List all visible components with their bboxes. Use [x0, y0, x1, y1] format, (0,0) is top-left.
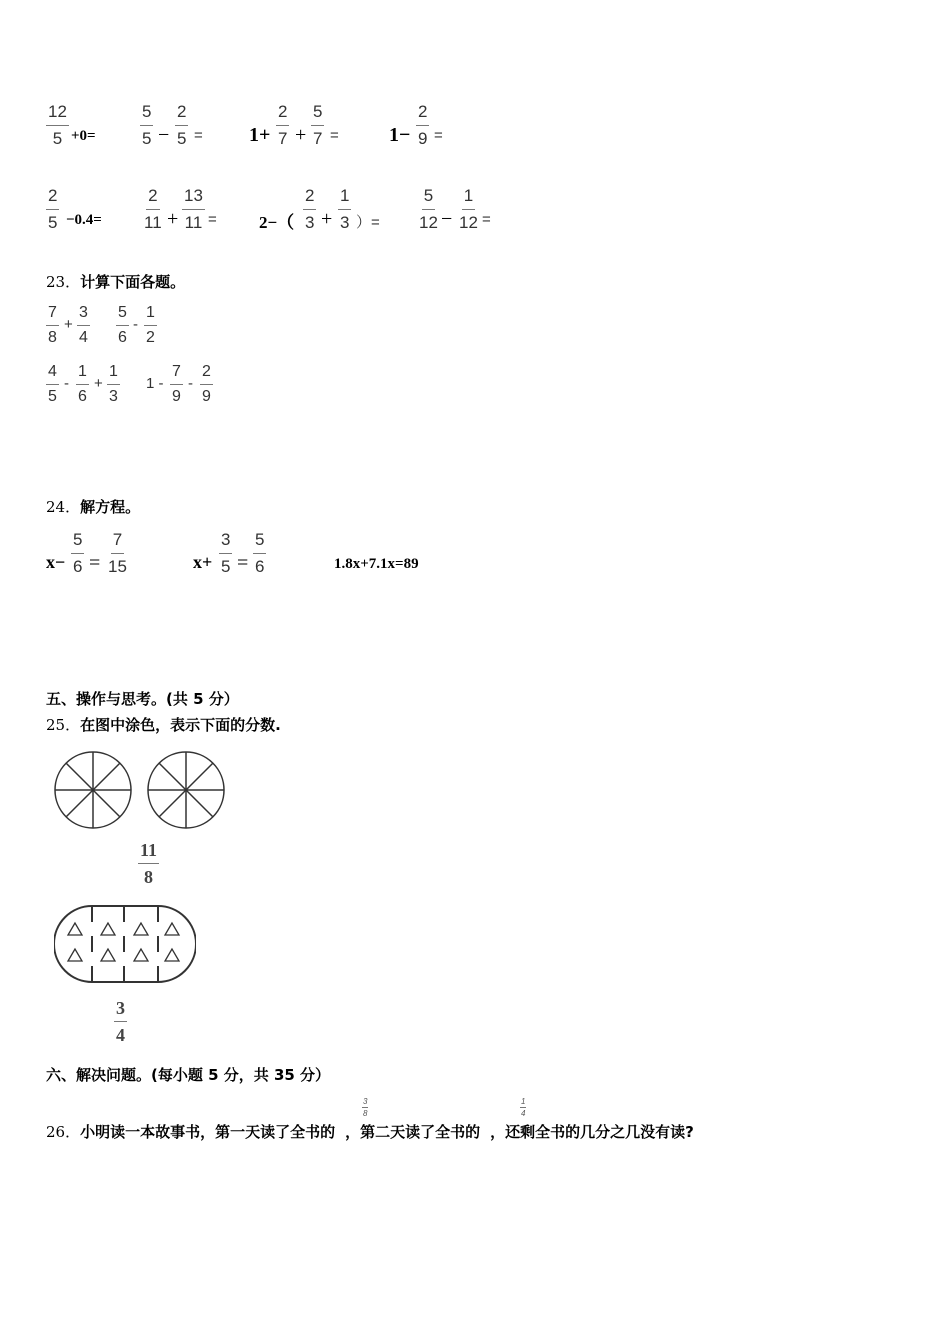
- fraction: [276, 102, 289, 149]
- denominator: 6: [73, 557, 83, 576]
- fraction: [76, 363, 89, 406]
- question-number: 25．: [46, 716, 81, 734]
- numerator: 2: [276, 102, 289, 126]
- denominator: 8: [48, 329, 57, 346]
- fraction-3-8: [362, 1097, 368, 1118]
- fraction: [116, 304, 129, 347]
- denominator: 7: [313, 129, 323, 148]
- numerator: 7: [46, 304, 59, 326]
- circles-figure: [48, 748, 240, 832]
- numerator: 5: [140, 102, 153, 126]
- operator: -: [64, 375, 69, 392]
- denominator: 9: [418, 129, 428, 148]
- fraction: [200, 363, 213, 406]
- equals: =: [330, 127, 339, 144]
- question-text: 计算下面各题。: [80, 273, 186, 291]
- denominator: 4: [116, 1025, 125, 1045]
- numerator: 7: [170, 363, 183, 385]
- operator: +: [321, 208, 333, 230]
- fraction: [311, 102, 324, 149]
- denominator: 7: [278, 129, 288, 148]
- question-26: [46, 1121, 694, 1142]
- fraction: [71, 530, 84, 577]
- numerator: 2: [175, 102, 188, 126]
- operator: −: [441, 208, 453, 230]
- question-23: [46, 271, 185, 292]
- numerator: 1: [462, 186, 475, 210]
- numerator: 3: [363, 1097, 368, 1106]
- denominator: 5: [177, 129, 187, 148]
- fraction-12-5: [46, 102, 69, 149]
- fraction: [46, 363, 59, 406]
- section-6-title: 六、解决问题。(每小题 5 分，共 35 分）: [46, 1066, 331, 1084]
- operator: +: [167, 208, 179, 230]
- denominator: 9: [202, 388, 211, 405]
- section-5-title: 五、操作与思考。(共 5 分）: [46, 690, 239, 708]
- question-text: 小明读一本故事书，第一天读了全书的: [80, 1123, 336, 1141]
- question-text: ，还剩全书的几分之几没有读?: [490, 1123, 694, 1141]
- denominator: 3: [340, 213, 350, 232]
- numerator: 1: [338, 186, 351, 210]
- operator: -: [188, 375, 193, 392]
- operator: +: [94, 375, 103, 392]
- denominator: 4: [79, 329, 88, 346]
- stadium-figure: [54, 902, 196, 986]
- equals: =: [208, 211, 217, 228]
- denominator: 5: [221, 557, 231, 576]
- fraction: [77, 304, 90, 347]
- numerator: 3: [114, 998, 127, 1022]
- denominator: 6: [255, 557, 265, 576]
- numerator: 13: [182, 186, 205, 210]
- numerator: 5: [116, 304, 129, 326]
- numerator: 2: [200, 363, 213, 385]
- denominator: 5: [52, 129, 63, 148]
- numerator: 5: [253, 530, 266, 554]
- fraction: [46, 304, 59, 347]
- equation-3: 1.8x+7.1x=89: [334, 556, 419, 572]
- denominator: 6: [118, 329, 127, 346]
- denominator: 9: [172, 388, 181, 405]
- equals: =: [434, 127, 443, 144]
- expr-tail: −0.4=: [66, 212, 102, 228]
- expr-lead: 2−（: [259, 213, 295, 232]
- numerator: 1: [107, 363, 120, 385]
- numerator: 1: [144, 304, 157, 326]
- question-text: 解方程。: [80, 498, 141, 516]
- operator: −: [158, 124, 170, 146]
- denominator: 5: [48, 213, 58, 232]
- operator: -: [133, 316, 138, 333]
- denominator: 11: [144, 213, 162, 232]
- fraction-1-4: [520, 1097, 526, 1118]
- fraction: [253, 530, 266, 577]
- numerator: 12: [46, 102, 69, 126]
- equals: =: [194, 127, 203, 144]
- denominator: 2: [146, 329, 155, 346]
- circle-2[interactable]: [148, 752, 224, 828]
- denominator: 3: [109, 388, 118, 405]
- numerator: 3: [219, 530, 232, 554]
- numerator: 3: [77, 304, 90, 326]
- fraction: [338, 186, 351, 233]
- question-text: 在图中涂色，表示下面的分数.: [80, 716, 281, 734]
- fraction: [182, 186, 205, 233]
- fraction: [140, 102, 153, 149]
- denominator: 8: [144, 867, 153, 887]
- fraction: [144, 304, 157, 347]
- fraction: [142, 186, 164, 233]
- denominator: 11: [184, 213, 203, 232]
- question-25: [46, 714, 281, 735]
- expr-lead: 1−: [389, 124, 411, 146]
- expr-lead: 1+: [249, 124, 271, 146]
- numerator: 2: [146, 186, 159, 210]
- numerator: 2: [46, 186, 59, 210]
- numerator: 4: [46, 363, 59, 385]
- eq-lead: x−: [46, 552, 66, 572]
- stadium-outline: [54, 906, 196, 982]
- fraction: [107, 363, 120, 406]
- fraction: [175, 102, 188, 149]
- denominator: 5: [142, 129, 152, 148]
- numerator: 1: [521, 1097, 526, 1106]
- numerator: 7: [111, 530, 124, 554]
- question-number: 23．: [46, 273, 81, 291]
- numerator: 5: [311, 102, 324, 126]
- expr-tail: ）=: [356, 214, 380, 231]
- numerator: 1: [76, 363, 89, 385]
- fraction: [46, 186, 59, 233]
- denominator: 4: [521, 1109, 526, 1118]
- numerator: 2: [416, 102, 429, 126]
- equals: =: [89, 552, 101, 574]
- operator: +: [295, 124, 307, 146]
- fraction: [170, 363, 183, 406]
- question-24: [46, 496, 140, 517]
- denominator: 3: [305, 213, 315, 232]
- numerator: 11: [138, 840, 159, 864]
- denominator: 8: [363, 1109, 368, 1118]
- expr-lead: 1 -: [146, 375, 164, 392]
- fraction: [219, 530, 232, 577]
- denominator: 15: [108, 557, 127, 576]
- numerator: 5: [422, 186, 435, 210]
- circle-1[interactable]: [55, 752, 131, 828]
- equals: =: [482, 211, 491, 228]
- fraction: [303, 186, 316, 233]
- fraction: [106, 530, 129, 577]
- fraction: [417, 186, 440, 233]
- denominator: 6: [78, 388, 87, 405]
- expr-tail: +0=: [71, 128, 96, 144]
- fraction: [416, 102, 429, 149]
- question-number: 26．: [46, 1123, 81, 1141]
- denominator: 12: [419, 213, 438, 232]
- eq-lead: x+: [193, 552, 213, 572]
- equals: =: [237, 552, 249, 574]
- fraction: [457, 186, 480, 233]
- numerator: 5: [71, 530, 84, 554]
- question-number: 24．: [46, 498, 81, 516]
- question-text: ，第二天读了全书的: [345, 1123, 481, 1141]
- fraction-11-8: [138, 840, 159, 887]
- denominator: 5: [48, 388, 57, 405]
- operator: +: [64, 316, 73, 333]
- fraction-3-4: [114, 998, 127, 1045]
- numerator: 2: [303, 186, 316, 210]
- denominator: 12: [459, 213, 478, 232]
